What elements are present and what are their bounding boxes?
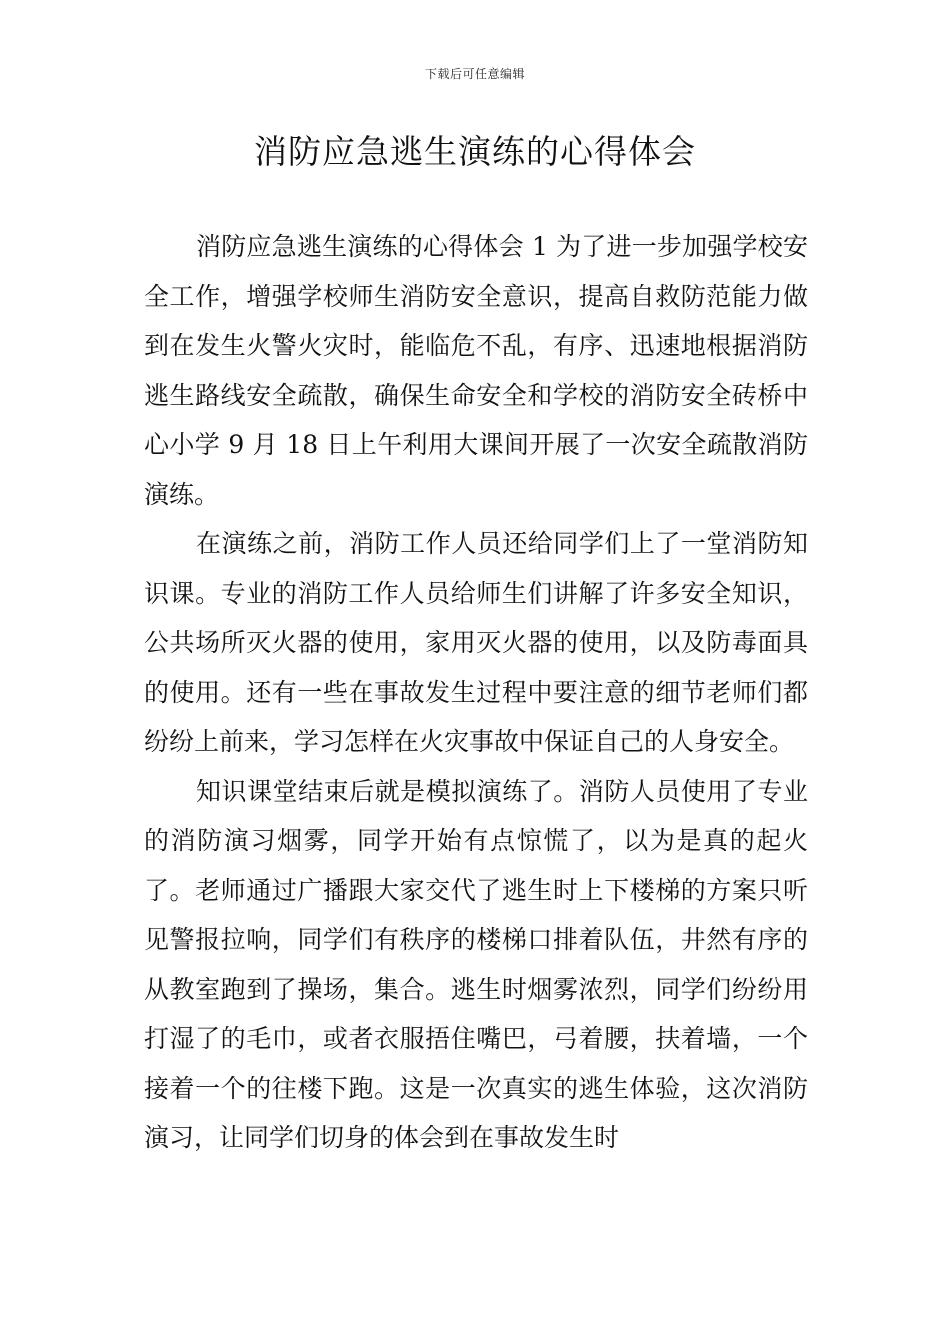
paragraph-3: 知识课堂结束后就是模拟演练了。消防人员使用了专业的消防演习烟雾，同学开始有点惊慌了，以为是真的起火了。老师通过广播跟大家交代了逃生时上下楼梯的方案只听见警报拉响，同学们有秩序的楼梯口排着队伍，井然有序的从教室跑到了操场，集合。逃生时烟雾浓烈，同学们纷纷用打湿了的毛巾，或者衣服捂住嘴巴，弓着腰，扶着墙，一个接着一个的往楼下跑。这是一次真实的逃生体验，这次消防演习，让同学们切身的体会到在事故发生时	[144, 776, 808, 1152]
paragraph-2: 在演练之前，消防工作人员还给同学们上了一堂消防知识课。专业的消防工作人员给师生们讲解了许多安全知识，公共场所灭火器的使用，家用灭火器的使用，以及防毒面具的使用。还有一些在事故发生过程中要注意的细节老师们都纷纷上前来，学习怎样在火灾事故中保证自己的人身安全。	[144, 529, 808, 756]
document-body	[144, 222, 808, 1163]
header-note: 下载后可任意编辑	[424, 67, 525, 81]
paragraph-1: 消防应急逃生演练的心得体会 1 为了进一步加强学校安全工作，增强学校师生消防安全意识，提高自救防范能力做到在发生火警火灾时，能临危不乱，有序、迅速地根据消防逃生路线安全疏散，确保生命安全和学校的消防安全砖桥中心小学 9 月 18 日上午利用大课间开展了一次安全疏散消防演练。	[144, 232, 808, 509]
document-title: 消防应急逃生演练的心得体会	[254, 132, 696, 171]
